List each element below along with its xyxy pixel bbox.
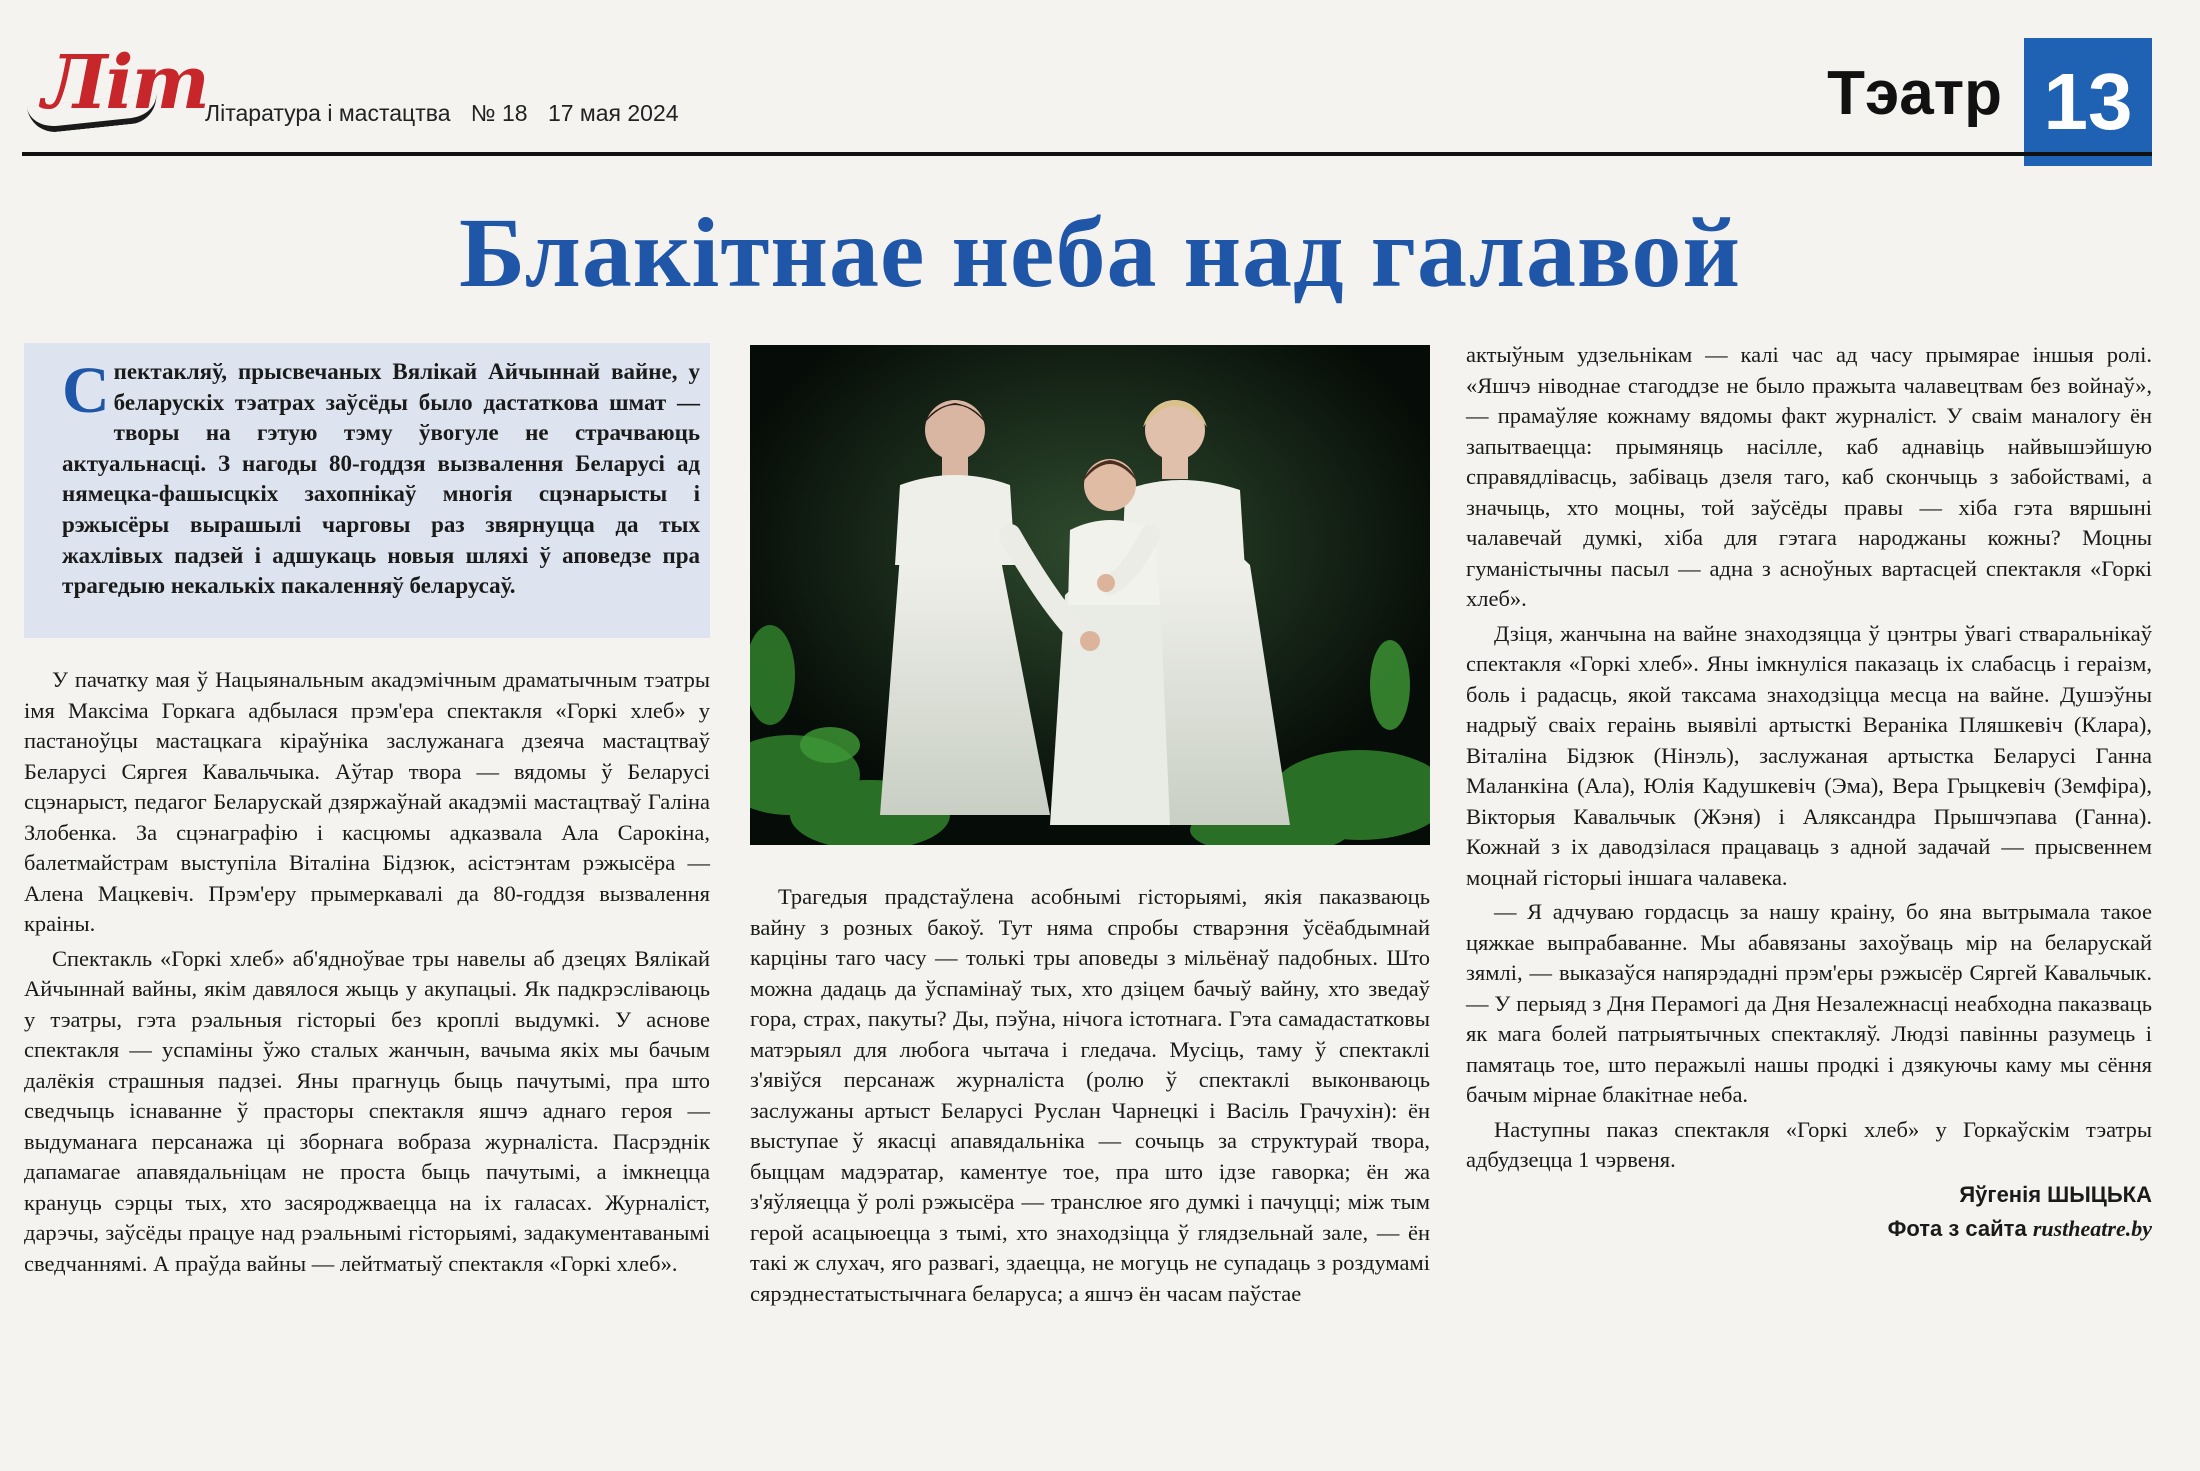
lead-paragraph [62,354,700,602]
photo-credit [1466,1214,2152,1245]
stage-photo-illustration [750,345,1430,845]
photo-credit-prefix: Фота з сайта [1887,1216,2027,1241]
section-title: Тэатр [1827,59,2002,128]
stage-photo [750,345,1430,845]
publication-info [205,100,693,127]
issue-date: 17 мая 2024 [547,100,679,126]
paragraph: — Я адчуваю гордасць за нашу краіну, бо яна вытрымала такое цяжкае выпрабаванне. Мы абавязаны захоўваць мір на беларускай зямлі, — выказаўся напярэдадні прэм'еры рэжысёр Сяргей Кавальчык. — У перыяд з Дня Перамогі да Дня Незалежнасці неабходна паказваць як мага болей патрыятычных спектакляў. Людзі павінны разумець і памятаць тое, што перажылі нашы продкі і дзякуючы каму мы сёння бачым мірнае блакітнае неба. [1466,899,2152,1107]
paragraph: У пачатку мая ў Нацыянальным акадэмічным драматычным тэатры імя Максіма Горкага адбылася прэм'ера спектакля «Горкі хлеб» у пастаноўцы мастацкага кіраўніка заслужанага дзеяча мастацтваў Беларусі Сяргея Кавальчыка. Аўтар твора — вядомы ў Беларусі сцэнарыст, педагог Беларускай дзяржаўнай акадэміі мастацтваў Галіна Злобенка. За сцэнаграфію і касцюмы адказвала Ала Сарокіна, балетмайстрам выступіла Віталіна Бідзюк, асістэнтам рэжысёра — Алена Мацкевіч. Прэм'еру прымеркавалі да 80-годдзя вызвалення краіны. [24,667,710,936]
column-3 [1466,340,2152,1245]
photo-credit-site: rustheatre.by [2032,1216,2152,1241]
paragraph: Трагедыя прадстаўлена асобнымі гісторыямі, якія паказваюць вайну з розных бакоў. Тут няма спробы стварэння ўсёабдымнай карціны таго часу — толькі тры аповеды з мільёнаў падобных. Што можна дадаць да ўспамінаў тых, хто дзіцем бачыў вайну, хто зведаў гора, страх, пакуты? Ды, пэўна, нічога істотнага. Гэта самадастатковы матэрыял для любога чытача і гледача. Мусіць, таму ў спектаклі з'явіўся персанаж журналіста (ролю ў спектаклі выконваюць заслужаны артыст Беларусі Руслан Чарнецкі і Васіль Грачухін): ён выступае ў якасці апавядальніка — сочыць за структурай твора, быццам мадэратар, каментуе тое, пра што ідзе гаворка; ён жа з'яўляецца ў ролі рэжысёра — транслюе яго думкі і пачуцці; між тым герой асацыюецца з тымі, хто знаходзіцца ў глядзельнай зале, — ён такі ж слухач, яго развагі, здаецца, не могуць не супадаць з роздумамі сярэднестатыстычнага беларуса; а яшчэ ён часам паўстае [750,884,1430,1306]
issue-number: № 18 [470,100,528,126]
author-signature [1466,1180,2152,1211]
drop-cap: С [62,354,110,427]
paragraph: Дзіця, жанчына на вайне знаходзяцца ў цэнтры ўвагі стваральнікаў спектакля «Горкі хлеб». Яны імкнуліся паказаць іх слабасць і гераізм, боль і радасць, якой таксама знаходзіцца месца на вайне. Душэўны надрыў сваіх гераінь выявілі артысткі Веранiка Пляшкевіч (Клара), Віталіна Бідзюк (Нінэль), заслужаная артыстка Беларусі Ганна Маланкіна (Ала), Юлія Кадушкевіч (Эма), Вера Грыцкевіч (Земфіра), Вікторыя Кавальчык (Жэня) і Аляксандра Прышчэпава (Ганна). Кожнай з іх даводзілася працаваць з адной задачай — прысвеннем моцнай гісторыі іншага чалавека. [1466,620,2152,890]
lead-box [24,343,710,638]
column-1 [24,665,710,1279]
column-2 [750,882,1430,1309]
logo [28,40,208,135]
paragraph: Наступны паказ спектакля «Горкі хлеб» у Горкаўскім тэатры адбудзецца 1 чэрвеня. [1466,1116,2152,1172]
lead-text: пектакляў, прысвечаных Вялікай Айчыннай вайне, у беларускіх тэатрах заўсёды было дастаткова шмат — творы на гэтую тэму ўвогуле не страчваюць актуальнасці. З нагоды 80-годдзя вызвалення Беларусі ад нямецка-фашысцкіх захопнікаў многія сцэнарысты і рэжысёры вырашылі чарговы раз звярнуцца да тых жахлівых падзей і адшукаць новыя шляхі ў аповедзе пра трагедыю некалькіх пакаленняў беларусаў. [62,359,700,599]
article-title: Блакітнае неба над галавой [459,197,1741,308]
page-number: 13 [2024,38,2152,166]
header-rule [22,152,2152,156]
logo-text: Ліm [42,40,208,126]
paragraph: актыўным удзельнікам — калі час ад часу прымярае іншыя ролі. «Яшчэ ніводнае стагоддзе не было пражыта чалавецтвам без войнаў», — прамаўляе кожнаму вядомы факт журналіст. У сваім маналогу ён запытваецца: прымяняць насілле, каб аднавіць найвышэйшую справядлівасць, забіваць дзеля таго, каб скончыць з забойствамі, а значыць, хто моцны, той заўсёды правы — хіба гэта вяршыні чалавечай думкі, хіба для гэтага народжаны кожны? Моцны гуманістычны пасыл — адна з асноўных вартасцей спектакля «Горкі хлеб». [1466,342,2152,611]
masthead [0,0,2200,160]
author-name: Яўгенія ШЫЦЬКА [1959,1181,2152,1207]
paragraph: Спектакль «Горкі хлеб» аб'ядноўвае тры навелы аб дзецях Вялікай Айчыннай вайны, якім давялося жыць у акупацыі. Як падкрэсліваюць у тэатры, гэта рэальныя гісторыі без кроплі выдумкі. У аснове спектакля — успаміны ўжо сталых жанчын, вачыма якіх мы бачым далёкія страшныя падзеі. Яны прагнуць быць пачутымі, пра што сведчыць існаванне ў прасторы спектакля яшчэ аднаго героя — выдуманага персанажа ці зборнага вобраза журналіста. Пасрэднік дапамагае апавядальніцам не проста быць пачутымі, а імкнецца крануць сэрцы тых, хто засяроджваецца на іх галасах. Журналіст, дарэчы, заўсёды працуе над рэальнымі гісторыямі, задакументаванымі сведчаннямі. А праўда вайны — лейтматыў спектакля «Горкі хлеб». [24,945,710,1276]
publication-name: Літаратура і мастацтва [205,100,451,126]
